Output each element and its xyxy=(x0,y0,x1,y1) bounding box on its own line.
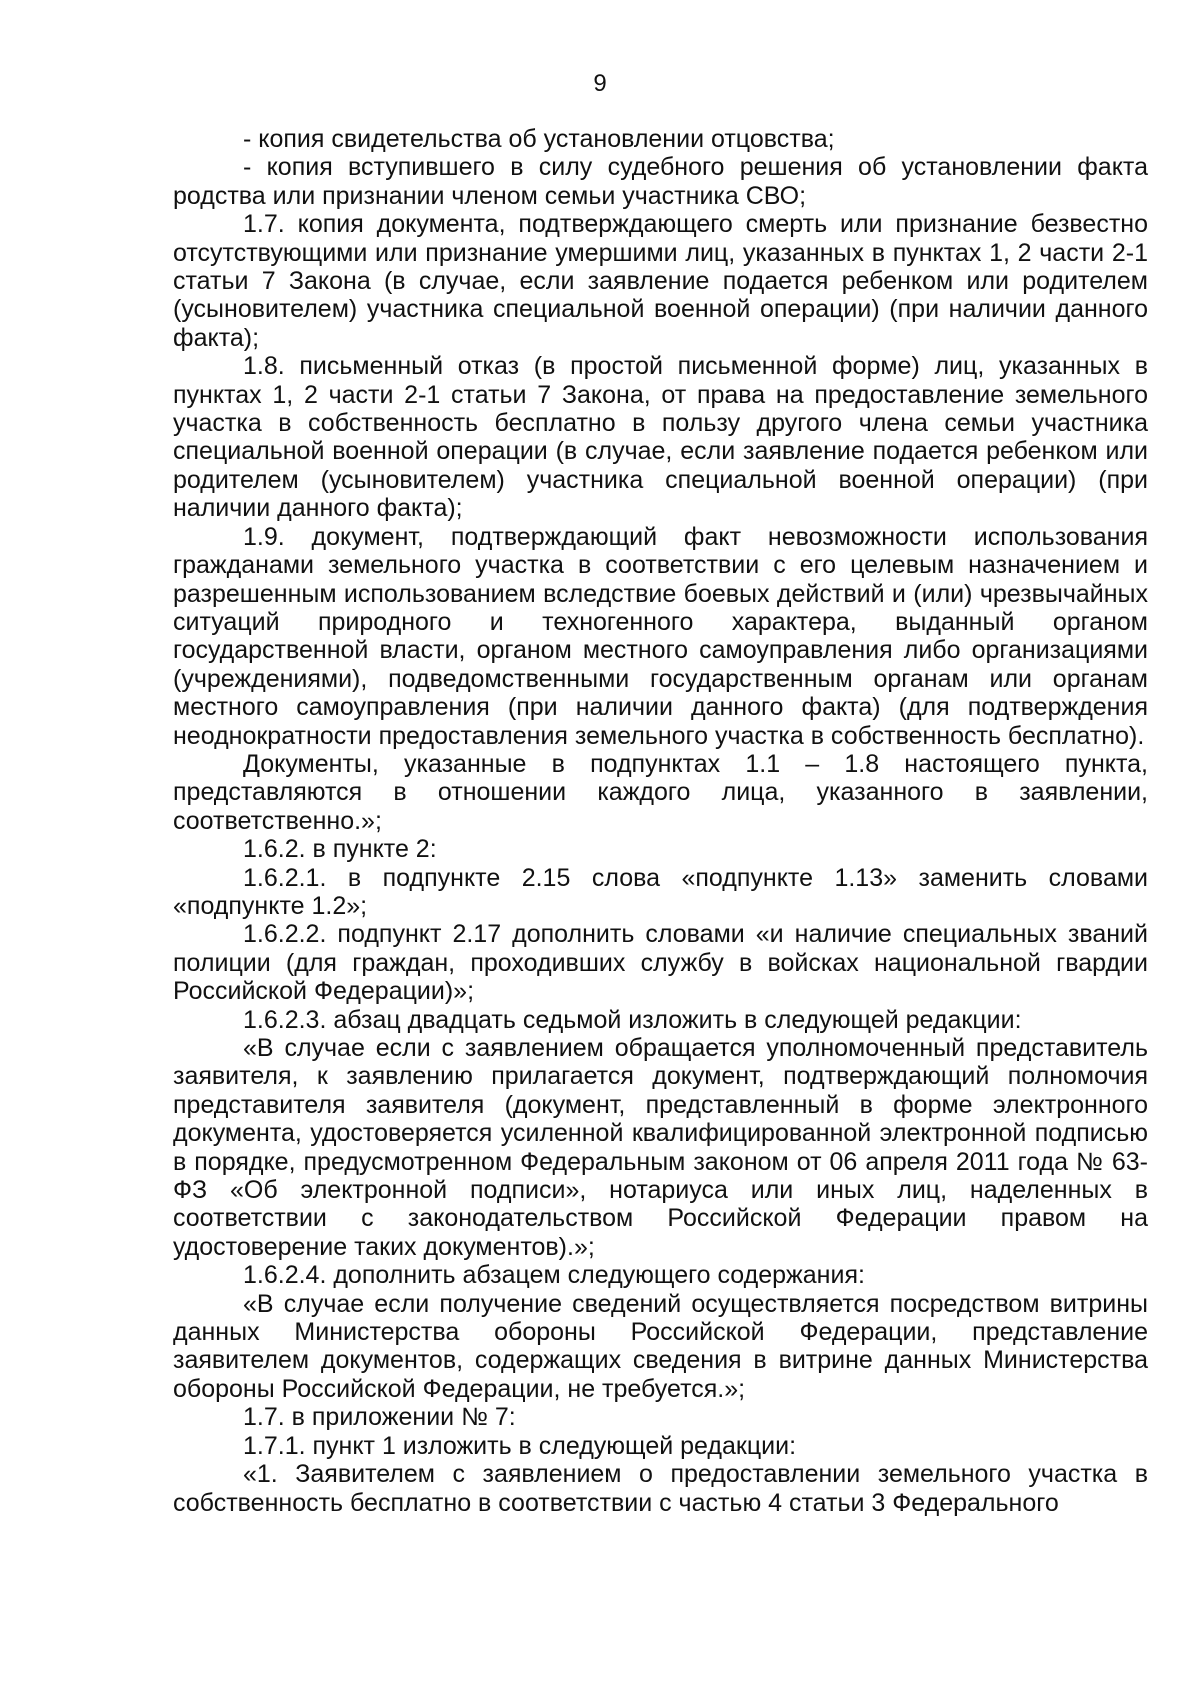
paragraph-item-1-9: 1.9. документ, подтверждающий факт невозможности использования гражданами земельного участка в соответствии с его целевым назначением и разрешенным использованием вследствие боевых действий и (или) чрезвычайных ситуаций природного и техногенного характера, выданный органом государственной власти, органом местного самоуправления либо организациями (учреждениями), подведомственными государственным органам или органам местного самоуправления (при наличии данного факта) (для подтверждения неоднократности предоставления земельного участка в собственность бесплатно). xyxy=(173,522,1148,750)
document-body xyxy=(173,125,1148,1517)
paragraph-documents-note: Документы, указанные в подпунктах 1.1 – 1.8 настоящего пункта, представляются в отношении каждого лица, указанного в заявлении, соответственно.»; xyxy=(173,749,1148,835)
paragraph-data-showcase-clause: «В случае если получение сведений осуществляется посредством витрины данных Министерства обороны Российской Федерации, представление заявителем документов, содержащих сведения в витрине данных Министерства обороны Российской Федерации, не требуется.»; xyxy=(173,1289,1148,1403)
paragraph-item-1-7-1: 1.7.1. пункт 1 изложить в следующей редакции: xyxy=(243,1431,797,1460)
paragraph-item-1-8: 1.8. письменный отказ (в простой письменной форме) лиц, указанных в пунктах 1, 2 части 2-1 статьи 7 Закона, от права на предоставление земельного участка в собственность бесплатно в пользу другого члена семьи участника специальной военной операции (в случае, если заявление подается ребенком или родителем (усыновителем) участника специальной военной операции) (при наличии данного факта); xyxy=(173,352,1148,523)
paragraph-applicant-clause: «1. Заявителем с заявлением о предоставлении земельного участка в собственность бесплатно в соответствии с частью 4 статьи 3 Федерального xyxy=(173,1460,1148,1517)
paragraph-paternity-certificate: - копия свидетельства об установлении отцовства; xyxy=(243,125,835,153)
paragraph-item-1-6-2-1: 1.6.2.1. в подпункте 2.15 слова «подпункте 1.13» заменить словами «подпункте 1.2»; xyxy=(173,863,1148,920)
paragraph-representative-clause: «В случае если с заявлением обращается уполномоченный представитель заявителя, к заявлению прилагается документ, подтверждающий полномочия представителя заявителя (документ, представленный в форме электронного документа, удостоверяется усиленной квалифицированной электронной подписью в порядке, предусмотренном Федеральным законом от 06 апреля 2011 года № 63-ФЗ «Об электронной подписи», нотариуса или иных лиц, наделенных в соответствии с законодательством Российской Федерации правом на удостоверение таких документов).»; xyxy=(173,1034,1148,1261)
paragraph-item-1-7-appendix: 1.7. в приложении № 7: xyxy=(243,1403,516,1432)
paragraph-item-1-6-2: 1.6.2. в пункте 2: xyxy=(243,835,437,864)
paragraph-item-1-7: 1.7. копия документа, подтверждающего смерть или признание безвестно отсутствующими или признание умершими лиц, указанных в пунктах 1, 2 части 2-1 статьи 7 Закона (в случае, если заявление подается ребенком или родителем (усыновителем) участника специальной военной операции) (при наличии данного факта); xyxy=(173,210,1148,352)
paragraph-item-1-6-2-3: 1.6.2.3. абзац двадцать седьмой изложить в следующей редакции: xyxy=(243,1005,1022,1034)
paragraph-item-1-6-2-2: 1.6.2.2. подпункт 2.17 дополнить словами «и наличие специальных званий полиции (для граждан, проходивших службу в войсках национальной гвардии Российской Федерации)»; xyxy=(173,920,1148,1006)
page-number: 9 xyxy=(593,70,607,97)
paragraph-item-1-6-2-4: 1.6.2.4. дополнить абзацем следующего содержания: xyxy=(243,1261,865,1290)
paragraph-court-decision-copy: - копия вступившего в силу судебного решения об установлении факта родства или признании членом семьи участника СВО; xyxy=(173,153,1148,210)
